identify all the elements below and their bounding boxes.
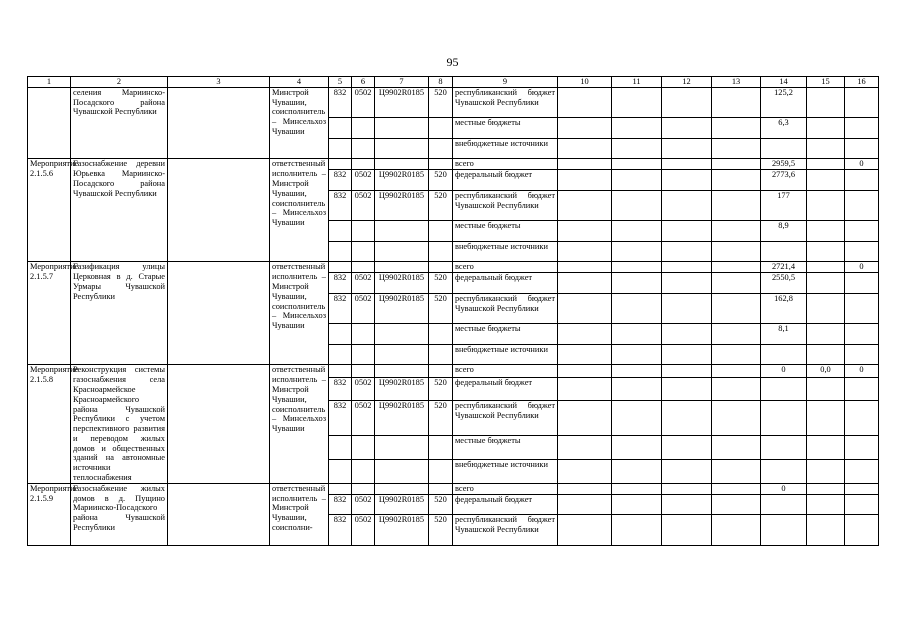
kbk-target-cell [375,436,429,460]
kbk-ministry-cell [329,344,352,365]
column-number: 15 [807,77,845,88]
empty-year-cell [712,494,761,515]
kbk-ministry-cell [329,365,352,377]
amount-col15-cell: 0,0 [807,365,845,377]
kbk-ministry-cell [329,138,352,159]
amount-col16-cell [845,170,879,191]
kbk-ministry-cell: 832 [329,87,352,117]
amount-col15-cell [807,401,845,436]
kbk-target-cell [375,159,429,170]
kbk-section-cell [352,241,375,262]
kbk-target-cell: Ц9902R0185 [375,190,429,220]
empty-year-cell [612,190,662,220]
kbk-expense-cell: 520 [429,494,453,515]
kbk-ministry-cell: 832 [329,515,352,545]
amount-col16-cell [845,273,879,294]
kbk-target-cell: Ц9902R0185 [375,273,429,294]
kbk-expense-cell [429,344,453,365]
amount-col15-cell [807,87,845,117]
kbk-target-cell [375,365,429,377]
empty-year-cell [662,273,712,294]
kbk-expense-cell [429,241,453,262]
kbk-ministry-cell [329,460,352,484]
kbk-section-cell [352,324,375,345]
funding-source-cell: внебюджетные источники [453,138,558,159]
kbk-expense-cell [429,436,453,460]
empty-year-cell [612,293,662,323]
empty-year-cell [712,190,761,220]
empty-year-cell [662,262,712,273]
empty-year-cell [662,460,712,484]
empty-year-cell [662,401,712,436]
kbk-ministry-cell: 832 [329,190,352,220]
amount-col15-cell [807,293,845,323]
empty-year-cell [712,401,761,436]
executor-cell: ответственный исполнитель – Минстрой Чувашии, соисполни- [270,483,329,545]
empty-year-cell [612,377,662,401]
empty-year-cell [662,221,712,242]
empty-year-cell [712,159,761,170]
empty-year-cell [662,170,712,191]
kbk-ministry-cell: 832 [329,401,352,436]
empty-year-cell [558,293,612,323]
kbk-section-cell: 0502 [352,87,375,117]
kbk-expense-cell [429,262,453,273]
funding-source-cell: федеральный бюджет [453,273,558,294]
kbk-expense-cell: 520 [429,515,453,545]
empty-year-cell [558,401,612,436]
amount-col16-cell [845,494,879,515]
amount-col14-cell [761,436,807,460]
kbk-target-cell [375,241,429,262]
funding-source-cell: федеральный бюджет [453,170,558,191]
kbk-target-cell [375,460,429,484]
empty-year-cell [558,273,612,294]
column-number: 5 [329,77,352,88]
amount-col16-cell [845,241,879,262]
amount-col16-cell: 0 [845,365,879,377]
kbk-expense-cell [429,138,453,159]
measure-number-cell [28,87,71,159]
empty-year-cell [712,377,761,401]
amount-col14-cell [761,460,807,484]
amount-col16-cell [845,344,879,365]
empty-year-cell [558,377,612,401]
funding-source-cell: местные бюджеты [453,118,558,139]
measure-number-cell: Мероприятие 2.1.5.8 [28,365,71,484]
kbk-target-cell [375,138,429,159]
kbk-section-cell [352,460,375,484]
funding-source-cell: всего [453,365,558,377]
empty-year-cell [612,515,662,545]
amount-col16-cell [845,324,879,345]
kbk-expense-cell: 520 [429,401,453,436]
amount-col15-cell [807,483,845,494]
kbk-target-cell [375,344,429,365]
table-row [28,483,879,494]
funding-source-cell: местные бюджеты [453,324,558,345]
measure-name-cell: Газификация улицы Церковная в д. Старые Урмары Чувашской Республики [71,262,168,365]
empty-year-cell [662,118,712,139]
empty-year-cell [558,436,612,460]
measure-name-cell: Реконструкция системы газоснабжения села Красноармейское Красноармейского района Чувашской Республики с учетом перспективного развития и переводом жилых домов и общественных зданий на автономные источники теплоснабжения [71,365,168,484]
amount-col14-cell: 6,3 [761,118,807,139]
column-number: 4 [270,77,329,88]
empty-year-cell [558,344,612,365]
empty-year-cell [558,494,612,515]
column-number: 13 [712,77,761,88]
funding-source-cell: всего [453,483,558,494]
empty-year-cell [662,494,712,515]
kbk-section-cell: 0502 [352,273,375,294]
kbk-target-cell: Ц9902R0185 [375,293,429,323]
empty-year-cell [612,138,662,159]
amount-col15-cell [807,241,845,262]
kbk-ministry-cell [329,483,352,494]
amount-col14-cell [761,138,807,159]
empty-year-cell [662,241,712,262]
executor-cell: ответственный исполнитель – Минстрой Чувашии, соисполнитель – Минсельхоз Чувашии [270,365,329,484]
kbk-section-cell: 0502 [352,170,375,191]
empty-year-cell [712,460,761,484]
empty-year-cell [612,159,662,170]
empty-year-cell [612,87,662,117]
kbk-section-cell: 0502 [352,377,375,401]
column-number: 9 [453,77,558,88]
amount-col14-cell: 2773,6 [761,170,807,191]
kbk-expense-cell: 520 [429,293,453,323]
column-number: 14 [761,77,807,88]
amount-col16-cell [845,460,879,484]
amount-col15-cell [807,377,845,401]
kbk-expense-cell [429,460,453,484]
empty-year-cell [558,221,612,242]
table-row [28,262,879,273]
amount-col15-cell [807,324,845,345]
amount-col14-cell: 8,1 [761,324,807,345]
kbk-target-cell: Ц9902R0185 [375,170,429,191]
kbk-target-cell: Ц9902R0185 [375,401,429,436]
amount-col16-cell [845,436,879,460]
kbk-target-cell: Ц9902R0185 [375,87,429,117]
amount-col14-cell [761,377,807,401]
column-number: 3 [168,77,270,88]
funding-source-cell: местные бюджеты [453,221,558,242]
kbk-ministry-cell [329,241,352,262]
amount-col14-cell: 125,2 [761,87,807,117]
amount-col15-cell [807,138,845,159]
empty-year-cell [612,460,662,484]
measure-number-cell: Мероприятие 2.1.5.7 [28,262,71,365]
related-indicator-cell [168,87,270,159]
empty-year-cell [712,293,761,323]
kbk-ministry-cell: 832 [329,293,352,323]
empty-year-cell [712,221,761,242]
kbk-section-cell [352,344,375,365]
amount-col16-cell: 0 [845,159,879,170]
kbk-section-cell [352,118,375,139]
kbk-expense-cell [429,365,453,377]
amount-col15-cell [807,190,845,220]
funding-source-cell: республиканский бюджет Чувашской Республики [453,190,558,220]
empty-year-cell [612,221,662,242]
kbk-section-cell [352,159,375,170]
kbk-ministry-cell [329,262,352,273]
column-number: 6 [352,77,375,88]
amount-col15-cell [807,159,845,170]
amount-col15-cell [807,273,845,294]
amount-col16-cell [845,377,879,401]
empty-year-cell [558,483,612,494]
related-indicator-cell [168,262,270,365]
empty-year-cell [558,324,612,345]
empty-year-cell [612,241,662,262]
kbk-section-cell [352,138,375,159]
amount-col14-cell [761,515,807,545]
empty-year-cell [612,401,662,436]
amount-col14-cell: 162,8 [761,293,807,323]
funding-source-cell: республиканский бюджет Чувашской Республики [453,401,558,436]
amount-col15-cell [807,262,845,273]
amount-col16-cell [845,293,879,323]
empty-year-cell [558,159,612,170]
kbk-ministry-cell: 832 [329,170,352,191]
kbk-target-cell [375,118,429,139]
related-indicator-cell [168,159,270,262]
kbk-expense-cell [429,159,453,170]
column-number: 12 [662,77,712,88]
amount-col16-cell [845,221,879,242]
executor-cell: ответственный исполнитель – Минстрой Чувашии, соисполнитель – Минсельхоз Чувашии [270,159,329,262]
kbk-section-cell [352,483,375,494]
empty-year-cell [612,170,662,191]
empty-year-cell [612,344,662,365]
kbk-section-cell: 0502 [352,401,375,436]
amount-col15-cell [807,494,845,515]
amount-col16-cell [845,515,879,545]
empty-year-cell [712,241,761,262]
kbk-target-cell: Ц9902R0185 [375,515,429,545]
empty-year-cell [712,273,761,294]
empty-year-cell [712,138,761,159]
empty-year-cell [712,436,761,460]
kbk-target-cell [375,324,429,345]
empty-year-cell [712,515,761,545]
related-indicator-cell [168,365,270,484]
empty-year-cell [712,170,761,191]
kbk-section-cell [352,221,375,242]
amount-col16-cell [845,87,879,117]
amount-col14-cell: 2550,5 [761,273,807,294]
funding-source-cell: республиканский бюджет Чувашской Республики [453,293,558,323]
empty-year-cell [712,365,761,377]
funding-source-cell: внебюджетные источники [453,460,558,484]
empty-year-cell [662,87,712,117]
kbk-expense-cell [429,221,453,242]
funding-source-cell: внебюджетные источники [453,344,558,365]
kbk-ministry-cell: 832 [329,494,352,515]
kbk-section-cell [352,436,375,460]
amount-col16-cell: 0 [845,262,879,273]
empty-year-cell [662,159,712,170]
amount-col16-cell [845,190,879,220]
kbk-target-cell: Ц9902R0185 [375,494,429,515]
empty-year-cell [712,87,761,117]
amount-col15-cell [807,221,845,242]
kbk-target-cell [375,483,429,494]
kbk-section-cell [352,262,375,273]
kbk-section-cell: 0502 [352,293,375,323]
amount-col14-cell [761,494,807,515]
kbk-expense-cell: 520 [429,377,453,401]
kbk-ministry-cell [329,221,352,242]
empty-year-cell [662,377,712,401]
funding-source-cell: республиканский бюджет Чувашской Республики [453,87,558,117]
amount-col16-cell [845,118,879,139]
amount-col14-cell: 2959,5 [761,159,807,170]
amount-col14-cell: 2721,4 [761,262,807,273]
kbk-ministry-cell: 832 [329,273,352,294]
column-number: 1 [28,77,71,88]
measure-number-cell: Мероприятие 2.1.5.6 [28,159,71,262]
amount-col15-cell [807,170,845,191]
kbk-target-cell [375,221,429,242]
amount-col14-cell [761,401,807,436]
amount-col15-cell [807,118,845,139]
kbk-expense-cell [429,324,453,345]
related-indicator-cell [168,483,270,545]
amount-col14-cell [761,241,807,262]
empty-year-cell [558,365,612,377]
empty-year-cell [662,515,712,545]
column-number: 7 [375,77,429,88]
empty-year-cell [612,262,662,273]
empty-year-cell [612,324,662,345]
empty-year-cell [558,170,612,191]
empty-year-cell [712,324,761,345]
measure-name-cell: Газоснабжение деревни Юрьевка Мариинско-Посадского района Чувашской Республики [71,159,168,262]
kbk-expense-cell: 520 [429,87,453,117]
executor-cell: ответственный исполнитель – Минстрой Чувашии, соисполнитель – Минсельхоз Чувашии [270,262,329,365]
table-row [28,87,879,117]
amount-col14-cell: 0 [761,365,807,377]
amount-col15-cell [807,436,845,460]
table-row [28,365,879,377]
kbk-target-cell: Ц9902R0185 [375,377,429,401]
budget-table [27,76,879,546]
empty-year-cell [662,138,712,159]
empty-year-cell [558,138,612,159]
amount-col16-cell [845,138,879,159]
kbk-ministry-cell [329,159,352,170]
column-number: 16 [845,77,879,88]
empty-year-cell [662,293,712,323]
empty-year-cell [662,365,712,377]
kbk-expense-cell [429,118,453,139]
amount-col16-cell [845,401,879,436]
kbk-ministry-cell [329,324,352,345]
kbk-ministry-cell [329,436,352,460]
empty-year-cell [662,324,712,345]
empty-year-cell [712,483,761,494]
table-row [28,159,879,170]
empty-year-cell [712,118,761,139]
empty-year-cell [662,436,712,460]
amount-col14-cell: 177 [761,190,807,220]
empty-year-cell [612,483,662,494]
measure-number-cell: Мероприятие 2.1.5.9 [28,483,71,545]
kbk-section-cell [352,365,375,377]
empty-year-cell [558,262,612,273]
funding-source-cell: местные бюджеты [453,436,558,460]
kbk-expense-cell [429,483,453,494]
funding-source-cell: всего [453,262,558,273]
funding-source-cell: республиканский бюджет Чувашской Республики [453,515,558,545]
amount-col15-cell [807,344,845,365]
empty-year-cell [662,483,712,494]
empty-year-cell [558,515,612,545]
kbk-expense-cell: 520 [429,190,453,220]
amount-col15-cell [807,515,845,545]
empty-year-cell [612,365,662,377]
empty-year-cell [612,118,662,139]
empty-year-cell [712,262,761,273]
kbk-ministry-cell: 832 [329,377,352,401]
kbk-section-cell: 0502 [352,190,375,220]
column-number: 11 [612,77,662,88]
kbk-ministry-cell [329,118,352,139]
amount-col14-cell: 8,9 [761,221,807,242]
column-number: 2 [71,77,168,88]
kbk-expense-cell: 520 [429,273,453,294]
empty-year-cell [558,87,612,117]
empty-year-cell [558,118,612,139]
empty-year-cell [712,344,761,365]
empty-year-cell [612,436,662,460]
kbk-target-cell [375,262,429,273]
funding-source-cell: федеральный бюджет [453,494,558,515]
funding-source-cell: федеральный бюджет [453,377,558,401]
amount-col14-cell: 0 [761,483,807,494]
empty-year-cell [558,460,612,484]
empty-year-cell [662,344,712,365]
page-number: 95 [446,55,459,69]
empty-year-cell [612,494,662,515]
empty-year-cell [612,273,662,294]
measure-name-cell: Газоснабжение жилых домов в д. Пущино Мариинско-Посадского района Чувашской Республики [71,483,168,545]
kbk-expense-cell: 520 [429,170,453,191]
empty-year-cell [558,190,612,220]
column-number-row [28,77,879,88]
funding-source-cell: всего [453,159,558,170]
amount-col14-cell [761,344,807,365]
column-number: 8 [429,77,453,88]
funding-source-cell: внебюджетные источники [453,241,558,262]
amount-col15-cell [807,460,845,484]
kbk-section-cell: 0502 [352,494,375,515]
measure-name-cell: селения Мариинско-Посадского района Чувашской Республики [71,87,168,159]
kbk-section-cell: 0502 [352,515,375,545]
amount-col16-cell [845,483,879,494]
empty-year-cell [662,190,712,220]
column-number: 10 [558,77,612,88]
empty-year-cell [558,241,612,262]
executor-cell: Минстрой Чувашии, соисполнитель – Минсельхоз Чувашии [270,87,329,159]
